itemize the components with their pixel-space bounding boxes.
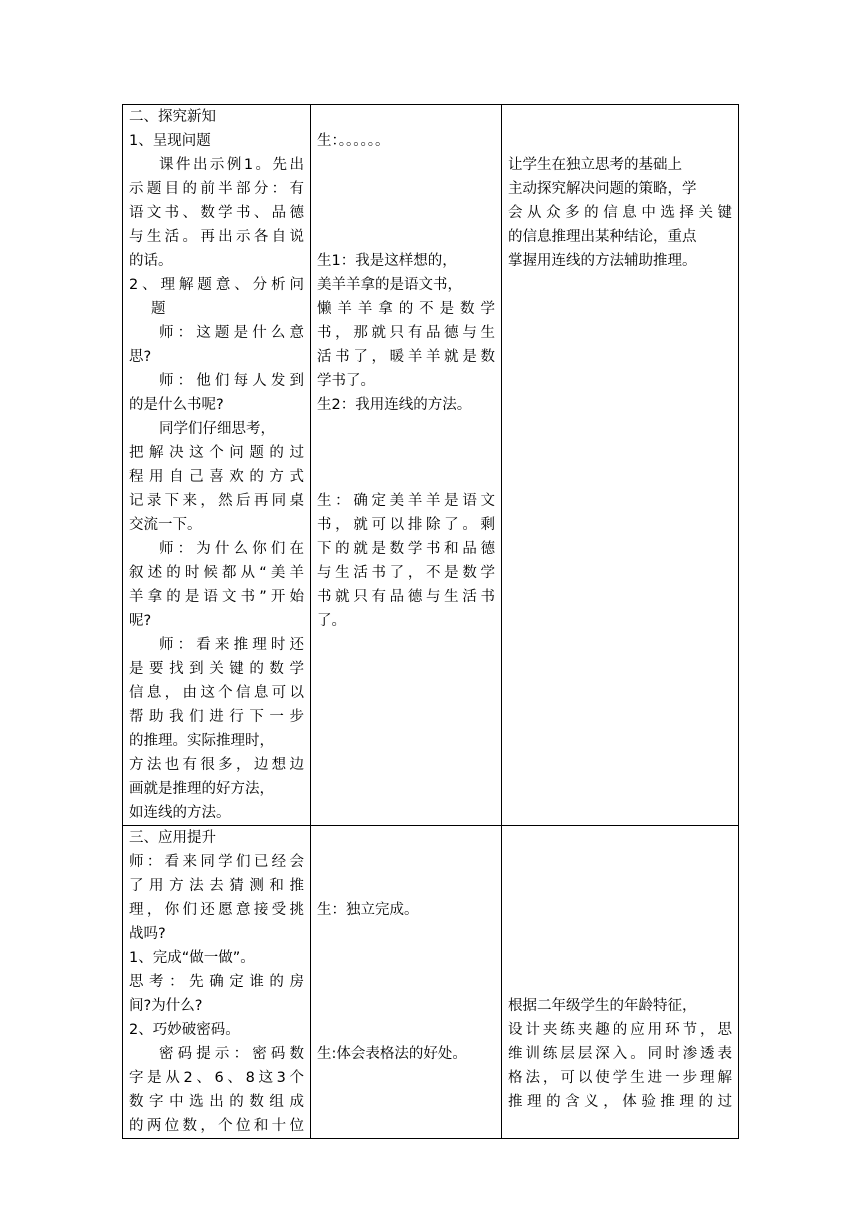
spacer — [508, 826, 732, 898]
text-line: 师：这题是什么意 — [159, 325, 304, 341]
text-line: 美羊羊拿的是语文书， — [317, 277, 462, 293]
table-row — [123, 105, 739, 826]
teaching-process-cell — [123, 826, 311, 1139]
text-line: 的信息推理出某种结论，重点 — [508, 229, 697, 245]
text-line: 同学们仔细思考， — [159, 421, 275, 437]
text-line: 羊拿的是语文书”开始 — [129, 589, 304, 605]
lesson-plan-table — [122, 104, 739, 1139]
spacer — [508, 105, 732, 153]
subheading: 2、理解题意、分析问 — [129, 277, 304, 293]
spacer — [317, 922, 495, 994]
text-line: 的是什么书呢? — [129, 397, 224, 413]
text-line: 的推理。实际推理时， — [129, 733, 274, 749]
text-line: 生:体会表格法的好处。 — [317, 1046, 467, 1062]
text-line: 根据二年级学生的年龄特征， — [508, 998, 697, 1014]
text-line: 方法也有很多，边想边 — [129, 757, 304, 773]
text-line: 师：看来同学们已经会 — [129, 854, 304, 870]
text-line: 书，那就只有品德与生 — [317, 325, 495, 341]
spacer — [317, 153, 495, 225]
text-line: 帮助我们进行下一步 — [129, 709, 304, 725]
text-line: 活书了，暖羊羊就是数 — [317, 349, 495, 365]
text-line: 语文书、数学书、品德 — [129, 205, 304, 221]
text-line: 如连线的方法。 — [129, 805, 231, 821]
design-intent-cell — [502, 105, 739, 826]
text-line: 呢? — [129, 613, 152, 629]
subheading: 题 — [151, 301, 166, 317]
text-line: 书就只有品德与生活书 — [317, 589, 495, 605]
teaching-process-cell — [123, 105, 311, 826]
text-line: 设计夹练夹趣的应用环节，思 — [508, 1022, 732, 1038]
spacer — [508, 970, 732, 994]
text-line: 间?为什么? — [129, 998, 203, 1014]
text-line: 信息，由这个信息可以 — [129, 685, 304, 701]
text-line: 战吗? — [129, 926, 166, 942]
student-activity-cell — [311, 826, 502, 1139]
text-line: 思考：先确定谁的房 — [129, 974, 304, 990]
text-line: 与生活。再出示各自说 — [129, 229, 304, 245]
text-line: 是要找到关键的数学 — [129, 661, 304, 677]
spacer — [317, 105, 495, 129]
design-intent-cell — [502, 826, 739, 1139]
subheading: 1、呈现问题 — [129, 133, 211, 149]
text-line: 了。 — [317, 613, 346, 629]
text-line: 1、完成“做一做”。 — [129, 950, 255, 966]
text-line: 主动探究解决问题的策略，学 — [508, 181, 697, 197]
spacer — [317, 994, 495, 1042]
student-activity-cell — [311, 105, 502, 826]
spacer — [317, 225, 495, 249]
text-line: 把解决这个问题的过 — [129, 445, 304, 461]
text-line: 生2：我用连线的方法。 — [317, 397, 472, 413]
text-line: 格法，可以使学生进一步理解 — [508, 1070, 732, 1086]
spacer — [317, 826, 495, 898]
table-row — [123, 826, 739, 1139]
text-line: 思? — [129, 349, 152, 365]
text-line: 师：他们每人发到 — [159, 373, 304, 389]
spacer — [508, 898, 732, 970]
text-line: 课件出示例1。先出 — [159, 157, 304, 173]
text-line: 画就是推理的好方法， — [129, 781, 274, 797]
text-line: 2、巧妙破密码。 — [129, 1022, 240, 1038]
text-line: 与生活书了，不是数学 — [317, 565, 495, 581]
text-line: 让学生在独立思考的基础上 — [508, 157, 682, 173]
text-line: 学书了。 — [317, 373, 375, 389]
text-line: 推理的含义，体验推理的过 — [508, 1094, 732, 1110]
text-line: 懒羊羊拿的不是数学 — [317, 301, 495, 317]
text-line: 的两位数，个位和十位 — [129, 1118, 304, 1134]
text-line: 师：看来推理时还 — [159, 637, 304, 653]
text-line: 程用自己喜欢的方式 — [129, 469, 304, 485]
text-line: 了用方法去猜测和推 — [129, 878, 304, 894]
section-heading: 三、应用提升 — [129, 830, 216, 846]
text-line: 理，你们还愿意接受挑 — [129, 902, 304, 918]
text-line: 书，就可以排除了。剩 — [317, 517, 495, 533]
text-line: 生：确定美羊羊是语文 — [317, 493, 495, 509]
text-line: 叙述的时候都从“美羊 — [129, 565, 304, 581]
text-line: 维训练层层深入。同时渗透表 — [508, 1046, 732, 1062]
section-heading: 二、探究新知 — [129, 109, 216, 125]
text-line: 师：为什么你们在 — [159, 541, 304, 557]
text-line: 生：独立完成。 — [317, 902, 419, 918]
text-line: 字是从2、6、8这3个 — [129, 1070, 304, 1086]
text-line: 的话。 — [129, 253, 173, 269]
text-line: 生1：我是这样想的， — [317, 253, 457, 269]
text-line: 会从众多的信息中选择关键 — [508, 205, 732, 221]
spacer — [317, 417, 495, 489]
text-line: 示题目的前半部分：有 — [129, 181, 304, 197]
text-line: 下的就是数学书和品德 — [317, 541, 495, 557]
text-line: 掌握用连线的方法辅助推理。 — [508, 253, 697, 269]
text-line: 密码提示：密码数 — [159, 1046, 304, 1062]
text-line: 生：。。。。。。 — [317, 133, 390, 149]
text-line: 记录下来，然后再同桌 — [129, 493, 304, 509]
text-line: 交流一下。 — [129, 517, 202, 533]
text-line: 数字中选出的数组成 — [129, 1094, 304, 1110]
